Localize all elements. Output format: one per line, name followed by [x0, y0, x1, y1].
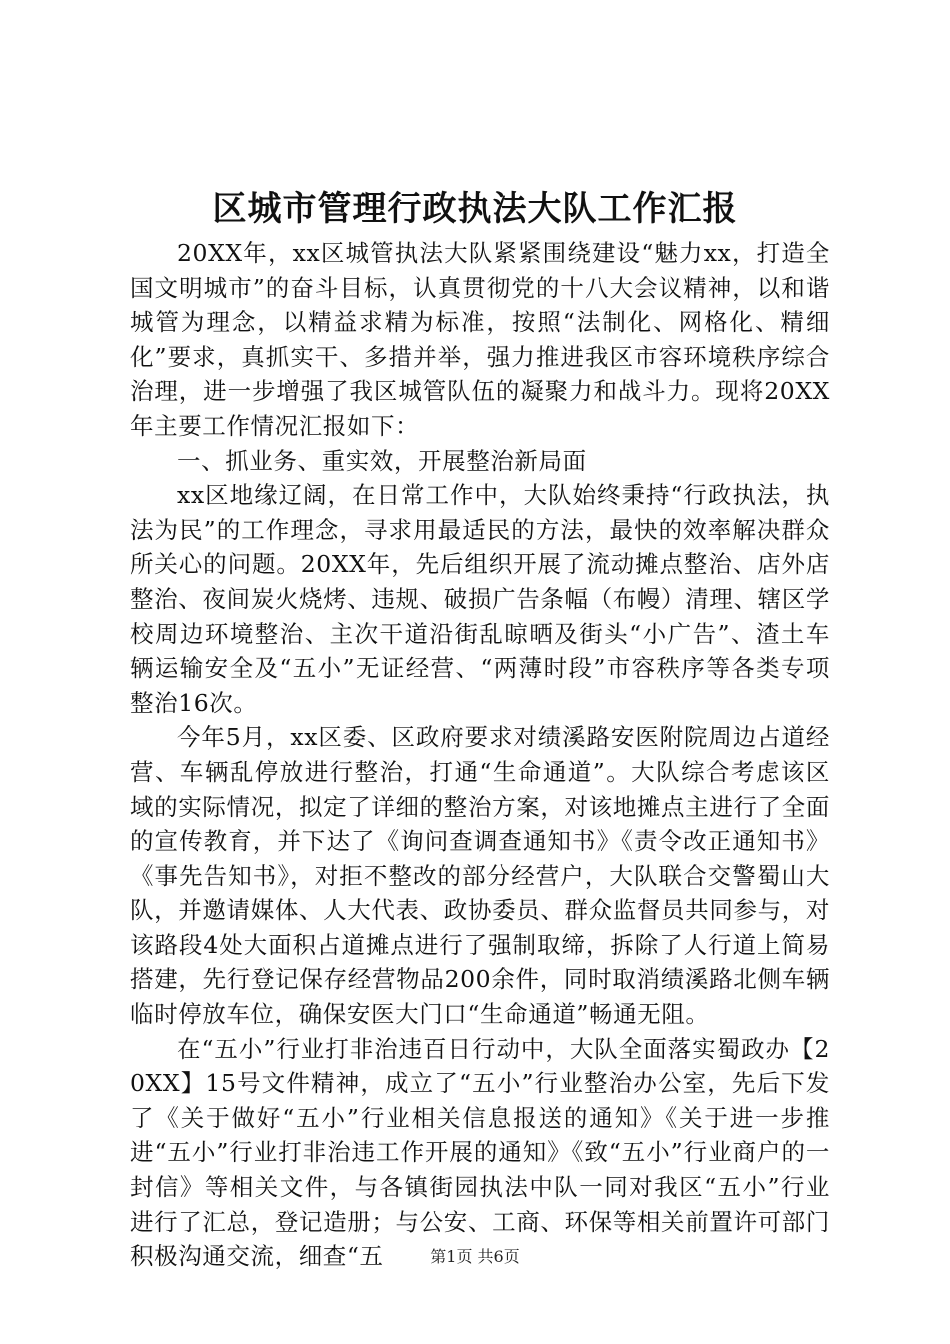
paragraph-intro: 20XX年，xx区城管执法大队紧紧围绕建设“魅力xx，打造全国文明城市”的奋斗目标，认真贯彻党的十八大会议精神，以和谐城管为理念，以精益求精为标准，按照“法制化、网格化、精细化”要求，真抓实干、多措并举，强力推进我区市容环境秩序综合治理，进一步增强了我区城管队伍的凝聚力和战斗力。现将20XX年主要工作情况汇报如下：	[130, 239, 830, 440]
paragraph-life-channel: 今年5月，xx区委、区政府要求对绩溪路安医附院周边占道经营、车辆乱停放进行整治，打通“生命通道”。大队综合考虑该区域的实际情况，拟定了详细的整治方案，对该地摊点主进行了全面的宣传教育，并下达了《询问查调查通知书》《责令改正通知书》《事先告知书》，对拒不整改的部分经营户，大队联合交警蜀山大队，并邀请媒体、人大代表、政协委员、群众监督员共同参与，对该路段4处大面积占道摊点进行了强制取缔，拆除了人行道上简易搭建，先行登记保存经营物品200余件，同时取消绩溪路北侧车辆临时停放车位，确保安医大门口“生命通道”畅通无阻。	[130, 723, 830, 1029]
document-body	[130, 236, 830, 1274]
document-title: 区城市管理行政执法大队工作汇报	[212, 189, 738, 229]
page-footer: 第1页 共6页	[430, 1247, 520, 1266]
paragraph-five-small-industries: 在“五小”行业打非治违百日行动中，大队全面落实蜀政办【20XX】15号文件精神，成立了“五小”行业整治办公室，先后下发了《关于做好“五小”行业相关信息报送的通知》《关于进一步推进“五小”行业打非治违工作开展的通知》《致“五小”行业商户的一封信》等相关文件，与各镇街园执法中队一同对我区“五小”行业进行了汇总，登记造册；与公安、工商、环保等相关前置许可部门积极沟通交流，细查“五	[130, 1034, 830, 1271]
paragraph-special-rectification: xx区地缘辽阔，在日常工作中，大队始终秉持“行政执法，执法为民”的工作理念，寻求用最适民的方法，最快的效率解决群众所关心的问题。20XX年，先后组织开展了流动摊点整治、店外店整治、夜间炭火烧烤、违规、破损广告条幅（布幔）清理、辖区学校周边环境整治、主次干道沿街乱晾晒及街头“小广告”、渣土车辆运输安全及“五小”无证经营、“两薄时段”市容秩序等各类专项整治16次。	[130, 481, 830, 717]
section-heading-1: 一、抓业务、重实效，开展整治新局面	[177, 446, 587, 475]
